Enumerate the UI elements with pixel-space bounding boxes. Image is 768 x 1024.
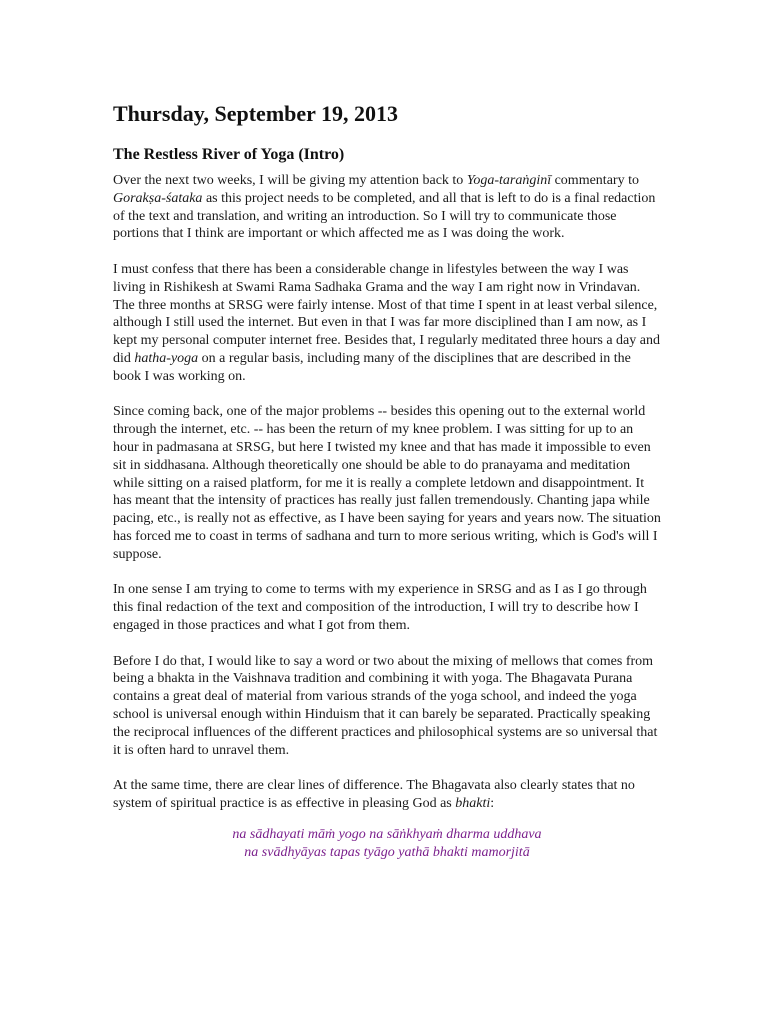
bhakti-term: bhakti [455,795,491,811]
verse-line-2: na svādhyāyas tapas tyāgo yathā bhakti mamorjitā [244,845,530,861]
paragraph-6-text-a: At the same time, there are clear lines of difference. The Bhagavata also clearly states that no system of spiritual practice is as effective in pleasing God as [113,778,635,811]
post-body [113,172,661,862]
paragraph-6 [113,777,661,813]
paragraph-5: Before I do that, I would like to say a word or two about the mixing of mellows that comes from being a bhakta in the Vaishnava tradition and combining it with yoga. The Bhagavata Purana contains a great deal of material from various strands of the yoga school, and indeed the yoga school is universal enough within Hinduism that it can barely be separated. Practically speaking the reciprocal influences of the different practices and philosophical systems are so universal that it is often hard to unravel them. [113,653,658,758]
date-header: Thursday, September 19, 2013 [113,101,399,126]
paragraph-2-text-c: on a regular basis, including many of the disciplines that are described in the book I was working on. [113,350,631,384]
verse-line-1: na sādhayati māṁ yogo na sāṅkhyaṁ dharma uddhava [232,827,542,843]
paragraph-1-text-a: Over the next two weeks, I will be giving my attention back to [113,173,467,188]
paragraph-1-text-e: as this project needs to be completed, and all that is left to do is a final redaction of the text and translation, and writing an introduction. So I will try to communicate those portions that I think are important or which affected me as I was doing the work. [113,190,656,242]
goraksa-sataka-title: Gorakṣa-śataka [113,190,203,206]
paragraph-1 [113,172,661,243]
paragraph-2 [113,261,661,386]
paragraph-4: In one sense I am trying to come to terms with my experience in SRSG and as I as I go through this final redaction of the text and composition of the introduction, I will try to describe how I engaged in those practices and what I got from them. [113,582,647,633]
paragraph-2-text-a: I must confess that there has been a considerable change in lifestyles between the way I was living in Rishikesh at Swami Rama Sadhaka Grama and the way I am right now in Vrindavan. The three months at SRSG were fairly intense. Most of that time I spent in at least verbal silence, although I still used the internet. But even in that I was far more disciplined than I am now, as I kept my personal computer internet free. Besides that, I regularly meditated three hours a day and did [113,261,660,366]
hatha-yoga-term: hatha-yoga [134,350,199,366]
sanskrit-verse [113,826,661,862]
paragraph-6-text-c: : [490,795,495,811]
blog-post [113,96,661,862]
yoga-taranginii-title: Yoga-taraṅginī [466,173,552,188]
paragraph-1-text-c: commentary to [551,173,639,188]
paragraph-3: Since coming back, one of the major problems -- besides this opening out to the external world through the internet, etc. -- has been the return of my knee problem. I was sitting for up to an hour in padmasana at SRSG, but here I twisted my knee and that has made it impossible to even sit in siddhasana. Although theoretically one should be able to do pranayama and meditation while sitting on a raised platform, for me it is really a complete letdown and disappointment. It has meant that the intensity of practices has really just fallen tremendously. Chanting japa while pacing, etc., is really not as effective, as I have been saying for years and years now. The situation has forced me to coast in terms of sadhana and turn to more serious writing, which is God's will I suppose. [113,404,661,562]
post-title: The Restless River of Yoga (Intro) [113,146,345,163]
